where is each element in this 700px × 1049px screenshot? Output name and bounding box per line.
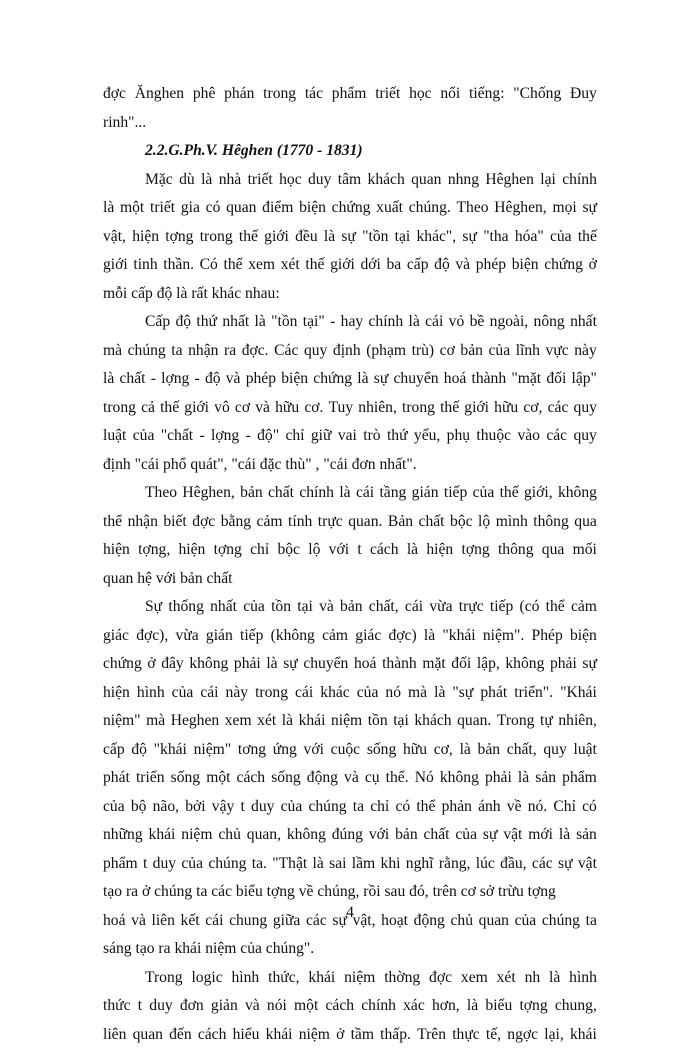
text-line: hiện tợng, hiện tợng chỉ bộc lộ với t cách là hiện tợng thông qua mối	[103, 536, 597, 565]
text-line: Sự thống nhất của tồn tại và bản chất, cái vừa trực tiếp (có thể cảm	[103, 593, 597, 622]
text-line: của bộ não, bởi vậy t duy của chúng ta chỉ có thể phản ánh về nó. Chỉ có	[103, 793, 597, 822]
text-line: rinh"...	[103, 109, 597, 138]
text-line: thể nhận biết đợc bằng cảm tính trực quan. Bản chất bộc lộ mình thông qua	[103, 508, 597, 537]
text-line: Mặc dù là nhà triết học duy tâm khách quan nhng Hêghen lại chính	[103, 166, 597, 195]
text-line: sáng tạo ra khái niệm của chúng".	[103, 935, 597, 964]
text-line: là chất - lợng - độ và phép biện chứng là sự chuyển hoá thành "mặt đối lập"	[103, 365, 597, 394]
text-line: phẩm t duy của chúng ta. "Thật là sai lầm khi nghĩ rằng, lúc đầu, các sự vật	[103, 850, 597, 879]
text-line: đợc Ănghen phê phán trong tác phẩm triết học nổi tiếng: "Chống Đuy	[103, 80, 597, 109]
text-line: định "cái phổ quát", "cái đặc thù" , "cái đơn nhất".	[103, 451, 597, 480]
text-line: tạo ra ở chúng ta các biểu tợng về chúng, rồi sau đó, trên cơ sở trừu tợng	[103, 878, 597, 907]
text-line: trong cả thế giới vô cơ và hữu cơ. Tuy nhiên, trong thế giới hữu cơ, các quy	[103, 394, 597, 423]
text-line: luật của "chất - lợng - độ" chỉ giữ vai trò thứ yếu, phụ thuộc vào các quy	[103, 422, 597, 451]
text-line: quan hệ với bản chất	[103, 565, 597, 594]
text-line: Trong logic hình thức, khái niệm thờng đợc xem xét nh là hình	[103, 964, 597, 993]
text-line: hiện hình của cái này trong cái khác của nó mà là "sự phát triển". "Khái	[103, 679, 597, 708]
text-line: Cấp độ thứ nhất là "tồn tại" - hay chính là cái vỏ bề ngoài, nông nhất	[103, 308, 597, 337]
text-line: vật, hiện tợng trong thế giới đều là sự "tồn tại khác", sự "tha hóa" của thế	[103, 223, 597, 252]
text-line: những khái niệm chủ quan, không đúng với bản chất của sự vật mới là sản	[103, 821, 597, 850]
text-line: hoá và liên kết cái chung giữa các sự vật, hoạt động chủ quan của chúng ta	[103, 907, 597, 936]
text-line: cấp độ "khái niệm" tơng ứng với cuộc sống hữu cơ, là bản chất, quy luật	[103, 736, 597, 765]
text-line: mỗi cấp độ là rất khác nhau:	[103, 280, 597, 309]
text-line: giác đợc), vừa gián tiếp (không cảm giác đợc) là "khái niệm". Phép biện	[103, 622, 597, 651]
page-number: 4	[0, 904, 700, 922]
text-line: niệm" mà Heghen xem xét là khái niệm tồn tại khách quan. Trong tự nhiên,	[103, 707, 597, 736]
text-line: là một triết gia có quan điểm biện chứng xuất chúng. Theo Hêghen, mọi sự	[103, 194, 597, 223]
text-line: phát triển sống một cách sống động và cụ thể. Nó không phải là sản phẩm	[103, 764, 597, 793]
text-line: thức t duy đơn giản và nói một cách chính xác hơn, là biểu tợng chung,	[103, 992, 597, 1021]
text-line: mà chúng ta nhận ra đợc. Các quy định (phạm trù) cơ bản của lĩnh vực này	[103, 337, 597, 366]
section-heading: 2.2.G.Ph.V. Hêghen (1770 - 1831)	[103, 137, 597, 166]
text-line: giới tinh thần. Có thể xem xét thế giới dới ba cấp độ và phép biện chứng ở	[103, 251, 597, 280]
text-line: chứng ở đây không phải là sự chuyển hoá thành mặt đối lập, không phải sự	[103, 650, 597, 679]
text-line: Theo Hêghen, bản chất chính là cái tầng gián tiếp của thế giới, không	[103, 479, 597, 508]
text-line: liên quan đến cách hiểu khái niệm ở tầm thấp. Trên thực tế, ngợc lại, khái	[103, 1021, 597, 1049]
